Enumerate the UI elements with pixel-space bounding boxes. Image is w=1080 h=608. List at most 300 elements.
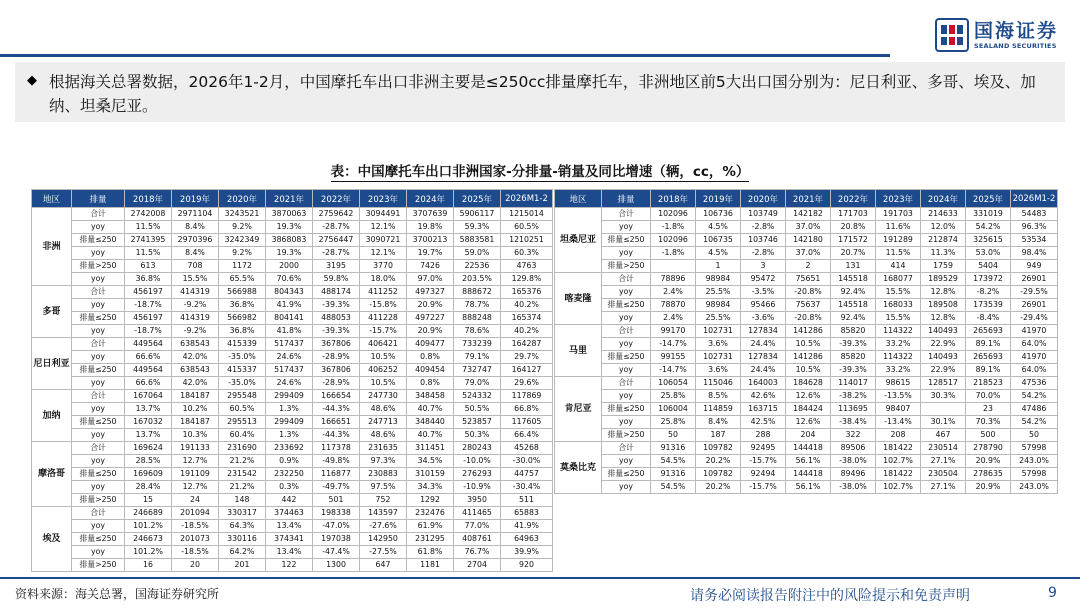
column-header: 2020年 — [741, 190, 786, 208]
value-cell: 3242349 — [219, 234, 266, 247]
value-cell: 3090721 — [360, 234, 407, 247]
column-header: 2026M1-2 — [501, 190, 553, 208]
value-cell: 56.1% — [786, 455, 831, 468]
value-cell: -14.7% — [651, 338, 696, 351]
row-label: 合计 — [72, 338, 125, 351]
value-cell: 613 — [125, 260, 172, 273]
value-cell: 647 — [360, 559, 407, 572]
value-cell: 500 — [966, 429, 1011, 442]
value-cell: 2756447 — [313, 234, 360, 247]
value-cell: 232476 — [407, 507, 454, 520]
value-cell: 102096 — [651, 234, 696, 247]
value-cell: 1300 — [313, 559, 360, 572]
value-cell: 517437 — [266, 364, 313, 377]
value-cell: 449564 — [125, 364, 172, 377]
table-row — [555, 273, 1058, 286]
value-cell: 117378 — [313, 442, 360, 455]
value-cell: 8.4% — [172, 247, 219, 260]
value-cell: 53.0% — [966, 247, 1011, 260]
row-label: yoy — [602, 455, 651, 468]
value-cell: 24 — [172, 494, 219, 507]
value-cell: 467 — [921, 429, 966, 442]
value-cell: -29.5% — [1011, 286, 1058, 299]
value-cell: 114322 — [876, 325, 921, 338]
value-cell: 85820 — [831, 325, 876, 338]
value-cell: 517437 — [266, 338, 313, 351]
value-cell: 102096 — [651, 208, 696, 221]
value-cell: 128517 — [921, 377, 966, 390]
value-cell: 54.2% — [966, 221, 1011, 234]
value-cell: 167032 — [125, 416, 172, 429]
region-cell: 摩洛哥 — [32, 442, 72, 507]
region-cell: 喀麦隆 — [555, 273, 602, 325]
export-table-right — [554, 189, 1058, 494]
value-cell: -49.7% — [313, 481, 360, 494]
table-row — [32, 468, 553, 481]
value-cell: 95472 — [741, 273, 786, 286]
value-cell: 89.1% — [966, 364, 1011, 377]
value-cell: 36.8% — [125, 273, 172, 286]
column-header: 排量 — [72, 190, 125, 208]
row-label: 合计 — [72, 390, 125, 403]
table-row — [32, 442, 553, 455]
value-cell: 409454 — [407, 364, 454, 377]
value-cell: 78870 — [651, 299, 696, 312]
value-cell: 64.0% — [1011, 338, 1058, 351]
value-cell: 348458 — [407, 390, 454, 403]
value-cell: 66.8% — [501, 403, 553, 416]
row-label: 排量>250 — [72, 260, 125, 273]
column-header: 2019年 — [172, 190, 219, 208]
value-cell: 117605 — [501, 416, 553, 429]
value-cell: 638543 — [172, 364, 219, 377]
value-cell: -18.5% — [172, 546, 219, 559]
value-cell: -38.0% — [831, 455, 876, 468]
value-cell: 39.9% — [501, 546, 553, 559]
value-cell: 101.2% — [125, 546, 172, 559]
value-cell: 374463 — [266, 507, 313, 520]
value-cell: 10.3% — [172, 429, 219, 442]
value-cell: 27.1% — [921, 481, 966, 494]
row-label: 排量≤250 — [72, 312, 125, 325]
value-cell: 144418 — [786, 468, 831, 481]
column-header: 2018年 — [651, 190, 696, 208]
value-cell: 3870063 — [266, 208, 313, 221]
value-cell: 184187 — [172, 416, 219, 429]
value-cell: 141286 — [786, 351, 831, 364]
table-row — [32, 403, 553, 416]
value-cell: 201 — [219, 559, 266, 572]
value-cell: 142950 — [360, 533, 407, 546]
value-cell: 231690 — [219, 442, 266, 455]
value-cell: 233692 — [266, 442, 313, 455]
table-row — [32, 338, 553, 351]
column-header: 地区 — [555, 190, 602, 208]
value-cell: 201073 — [172, 533, 219, 546]
value-cell: 140493 — [921, 351, 966, 364]
column-header: 排量 — [602, 190, 651, 208]
row-label: 合计 — [72, 286, 125, 299]
value-cell: 113695 — [831, 403, 876, 416]
value-cell: 288 — [741, 429, 786, 442]
value-cell: 295513 — [219, 416, 266, 429]
value-cell: -2.8% — [741, 247, 786, 260]
value-cell: 2742008 — [125, 208, 172, 221]
value-cell: 752 — [360, 494, 407, 507]
value-cell: 2000 — [266, 260, 313, 273]
value-cell: 0.8% — [407, 351, 454, 364]
value-cell: 13.7% — [125, 429, 172, 442]
value-cell: 12.7% — [172, 455, 219, 468]
value-cell: 36.8% — [219, 299, 266, 312]
value-cell: 299409 — [266, 390, 313, 403]
region-cell: 埃及 — [32, 507, 72, 572]
value-cell: 1.3% — [266, 429, 313, 442]
value-cell: 131 — [831, 260, 876, 273]
value-cell: 13.4% — [266, 520, 313, 533]
value-cell: 184628 — [786, 377, 831, 390]
value-cell: 0.8% — [407, 377, 454, 390]
disclaimer-note: 请务必阅读报告附注中的风险提示和免责声明 — [690, 588, 970, 604]
value-cell: 102.7% — [876, 455, 921, 468]
value-cell: 497327 — [407, 286, 454, 299]
value-cell: 2.4% — [651, 312, 696, 325]
value-cell — [651, 260, 696, 273]
value-cell: 30.3% — [921, 390, 966, 403]
value-cell: -39.3% — [831, 338, 876, 351]
value-cell: 15.5% — [876, 286, 921, 299]
value-cell: -38.2% — [831, 390, 876, 403]
value-cell: 64963 — [501, 533, 553, 546]
value-cell: 165374 — [501, 312, 553, 325]
value-cell: 127834 — [741, 325, 786, 338]
column-header: 2023年 — [360, 190, 407, 208]
value-cell: 66.6% — [125, 351, 172, 364]
value-cell: 488174 — [313, 286, 360, 299]
value-cell: 33.2% — [876, 364, 921, 377]
value-cell: 733239 — [454, 338, 501, 351]
value-cell: 311451 — [407, 442, 454, 455]
row-label: 排量>250 — [72, 559, 125, 572]
value-cell: 29.6% — [501, 377, 553, 390]
value-cell: 60.5% — [501, 221, 553, 234]
value-cell: 208 — [876, 429, 921, 442]
header-rule — [0, 54, 890, 57]
value-cell: 98615 — [876, 377, 921, 390]
row-label: yoy — [72, 481, 125, 494]
value-cell: -13.5% — [876, 390, 921, 403]
value-cell: 804141 — [266, 312, 313, 325]
value-cell: 295548 — [219, 390, 266, 403]
value-cell: 16 — [125, 559, 172, 572]
row-label: yoy — [72, 520, 125, 533]
value-cell: 89506 — [831, 442, 876, 455]
value-cell: 50.3% — [454, 429, 501, 442]
value-cell: 24.4% — [741, 338, 786, 351]
table-title: 表：中国摩托车出口非洲国家-分排量-销量及同比增速（辆，cc，%） — [330, 164, 750, 180]
table-row — [32, 481, 553, 494]
value-cell: 0.3% — [266, 481, 313, 494]
value-cell: 511 — [501, 494, 553, 507]
value-cell: 25.8% — [651, 390, 696, 403]
value-cell: 2704 — [454, 559, 501, 572]
value-cell: 171703 — [831, 208, 876, 221]
value-cell: 198338 — [313, 507, 360, 520]
value-cell: 330317 — [219, 507, 266, 520]
value-cell: 19.3% — [266, 221, 313, 234]
value-cell: 37.0% — [786, 247, 831, 260]
value-cell: 12.1% — [360, 221, 407, 234]
value-cell: 2.4% — [651, 286, 696, 299]
value-cell: -28.7% — [313, 221, 360, 234]
row-label: yoy — [602, 221, 651, 234]
value-cell: 42.5% — [741, 416, 786, 429]
row-label: yoy — [72, 273, 125, 286]
value-cell: 92495 — [741, 442, 786, 455]
value-cell: 25.5% — [696, 286, 741, 299]
value-cell: 523857 — [454, 416, 501, 429]
value-cell: 276293 — [454, 468, 501, 481]
region-cell: 马里 — [555, 325, 602, 377]
value-cell: -47.4% — [313, 546, 360, 559]
value-cell: -10.0% — [454, 455, 501, 468]
value-cell: 191703 — [876, 208, 921, 221]
column-header: 2024年 — [921, 190, 966, 208]
value-cell: 129.8% — [501, 273, 553, 286]
value-cell: 5404 — [966, 260, 1011, 273]
table-row — [555, 429, 1058, 442]
value-cell: 141286 — [786, 325, 831, 338]
value-cell: 99155 — [651, 351, 696, 364]
value-cell: 15.5% — [876, 312, 921, 325]
row-label: 排量≤250 — [602, 468, 651, 481]
value-cell: 230514 — [921, 442, 966, 455]
value-cell: 214633 — [921, 208, 966, 221]
value-cell: 218523 — [966, 377, 1011, 390]
value-cell: 60.3% — [501, 247, 553, 260]
value-cell: 41.9% — [266, 299, 313, 312]
value-cell: 24.4% — [741, 364, 786, 377]
value-cell: 78896 — [651, 273, 696, 286]
value-cell: 280243 — [454, 442, 501, 455]
value-cell: 75651 — [786, 273, 831, 286]
row-label: 排量>250 — [602, 429, 651, 442]
region-cell: 肯尼亚 — [555, 377, 602, 442]
value-cell: 3950 — [454, 494, 501, 507]
value-cell: 367806 — [313, 364, 360, 377]
value-cell: 102731 — [696, 351, 741, 364]
value-cell: 638543 — [172, 338, 219, 351]
value-cell: 949 — [1011, 260, 1058, 273]
page-number: 9 — [1048, 585, 1057, 601]
value-cell: 22.9% — [921, 338, 966, 351]
value-cell: 1292 — [407, 494, 454, 507]
value-cell: 54.2% — [1011, 416, 1058, 429]
value-cell: 168077 — [876, 273, 921, 286]
value-cell: 184424 — [786, 403, 831, 416]
value-cell: -49.8% — [313, 455, 360, 468]
value-cell: 47536 — [1011, 377, 1058, 390]
value-cell: 189529 — [921, 273, 966, 286]
value-cell: 3094491 — [360, 208, 407, 221]
value-cell: 12.1% — [360, 247, 407, 260]
value-cell: -1.8% — [651, 221, 696, 234]
value-cell: 0.9% — [266, 455, 313, 468]
row-label: 排量>250 — [72, 494, 125, 507]
value-cell: 411228 — [360, 312, 407, 325]
value-cell: 1210251 — [501, 234, 553, 247]
value-cell: -13.4% — [876, 416, 921, 429]
value-cell: 116877 — [313, 468, 360, 481]
row-label: yoy — [602, 364, 651, 377]
value-cell: 10.2% — [172, 403, 219, 416]
value-cell: 8.4% — [696, 416, 741, 429]
value-cell: 99170 — [651, 325, 696, 338]
value-cell: 20.9% — [966, 481, 1011, 494]
value-cell: 41.8% — [266, 325, 313, 338]
value-cell: 12.8% — [921, 286, 966, 299]
value-cell: 77.0% — [454, 520, 501, 533]
table-row — [32, 299, 553, 312]
value-cell: 22.9% — [921, 364, 966, 377]
value-cell: 109782 — [696, 468, 741, 481]
value-cell: -10.9% — [454, 481, 501, 494]
value-cell: 181422 — [876, 468, 921, 481]
value-cell: 278635 — [966, 468, 1011, 481]
value-cell: 232250 — [266, 468, 313, 481]
value-cell: 299409 — [266, 416, 313, 429]
value-cell: 102731 — [696, 325, 741, 338]
value-cell: 98407 — [876, 403, 921, 416]
value-cell: 26901 — [1011, 299, 1058, 312]
value-cell: 2741395 — [125, 234, 172, 247]
value-cell: 97.0% — [407, 273, 454, 286]
row-label: yoy — [72, 325, 125, 338]
row-label: 合计 — [602, 273, 651, 286]
table-row — [32, 351, 553, 364]
value-cell: -39.3% — [831, 364, 876, 377]
value-cell: 3770 — [360, 260, 407, 273]
value-cell: 5906117 — [454, 208, 501, 221]
table-row — [555, 416, 1058, 429]
value-cell: 10.5% — [360, 377, 407, 390]
value-cell: 166654 — [313, 390, 360, 403]
table-row — [555, 325, 1058, 338]
value-cell: 2759642 — [313, 208, 360, 221]
table-row — [555, 221, 1058, 234]
value-cell: 566982 — [219, 312, 266, 325]
column-header: 2024年 — [407, 190, 454, 208]
value-cell: 1181 — [407, 559, 454, 572]
value-cell: 415339 — [219, 338, 266, 351]
column-header: 2022年 — [313, 190, 360, 208]
value-cell: 59.0% — [454, 247, 501, 260]
value-cell: -3.5% — [741, 286, 786, 299]
value-cell: 3.6% — [696, 364, 741, 377]
value-cell: 41.9% — [501, 520, 553, 533]
value-cell: 26901 — [1011, 273, 1058, 286]
table-row — [32, 325, 553, 338]
table-row — [32, 416, 553, 429]
value-cell: 47486 — [1011, 403, 1058, 416]
value-cell: 20 — [172, 559, 219, 572]
value-cell: 142182 — [786, 208, 831, 221]
value-cell: 103746 — [741, 234, 786, 247]
column-header: 2019年 — [696, 190, 741, 208]
value-cell: 56.1% — [786, 481, 831, 494]
value-cell: 732747 — [454, 364, 501, 377]
column-header: 2022年 — [831, 190, 876, 208]
value-cell: 41970 — [1011, 325, 1058, 338]
value-cell: -20.8% — [786, 286, 831, 299]
value-cell: 59.8% — [313, 273, 360, 286]
row-label: yoy — [602, 416, 651, 429]
value-cell: 408761 — [454, 533, 501, 546]
value-cell — [921, 403, 966, 416]
value-cell: 117869 — [501, 390, 553, 403]
row-label: yoy — [602, 312, 651, 325]
value-cell: 920 — [501, 559, 553, 572]
value-cell: 414319 — [172, 312, 219, 325]
value-cell: 187 — [696, 429, 741, 442]
value-cell: 411252 — [360, 286, 407, 299]
value-cell: -15.7% — [741, 455, 786, 468]
value-cell: -9.2% — [172, 299, 219, 312]
value-cell: 3700213 — [407, 234, 454, 247]
value-cell: 66.4% — [501, 429, 553, 442]
value-cell: 189508 — [921, 299, 966, 312]
value-cell: -18.7% — [125, 325, 172, 338]
diamond-bullet-icon: ◆ — [27, 73, 37, 88]
region-cell: 尼日利亚 — [32, 338, 72, 390]
table-row — [32, 390, 553, 403]
value-cell: 11.5% — [125, 247, 172, 260]
row-label: 合计 — [602, 208, 651, 221]
value-cell: 888672 — [454, 286, 501, 299]
value-cell: 127834 — [741, 351, 786, 364]
table-row — [32, 533, 553, 546]
table-row — [555, 455, 1058, 468]
value-cell: 122 — [266, 559, 313, 572]
value-cell: 92494 — [741, 468, 786, 481]
table-row — [32, 520, 553, 533]
value-cell: 164003 — [741, 377, 786, 390]
value-cell: -27.5% — [360, 546, 407, 559]
row-label: yoy — [602, 247, 651, 260]
value-cell: 201094 — [172, 507, 219, 520]
value-cell: 456197 — [125, 286, 172, 299]
value-cell: 59.3% — [454, 221, 501, 234]
value-cell: 28.5% — [125, 455, 172, 468]
table-row — [555, 351, 1058, 364]
table-row — [555, 286, 1058, 299]
value-cell: 109782 — [696, 442, 741, 455]
value-cell: 64.2% — [219, 546, 266, 559]
value-cell: 33.2% — [876, 338, 921, 351]
value-cell: 98984 — [696, 273, 741, 286]
value-cell: 169609 — [125, 468, 172, 481]
value-cell: 278790 — [966, 442, 1011, 455]
column-header: 2025年 — [966, 190, 1011, 208]
row-label: yoy — [602, 481, 651, 494]
row-label: 排量≤250 — [72, 364, 125, 377]
table-row — [32, 312, 553, 325]
value-cell: -35.0% — [219, 377, 266, 390]
table-row — [32, 273, 553, 286]
value-cell: 166651 — [313, 416, 360, 429]
value-cell: 173539 — [966, 299, 1011, 312]
value-cell: 40.7% — [407, 403, 454, 416]
